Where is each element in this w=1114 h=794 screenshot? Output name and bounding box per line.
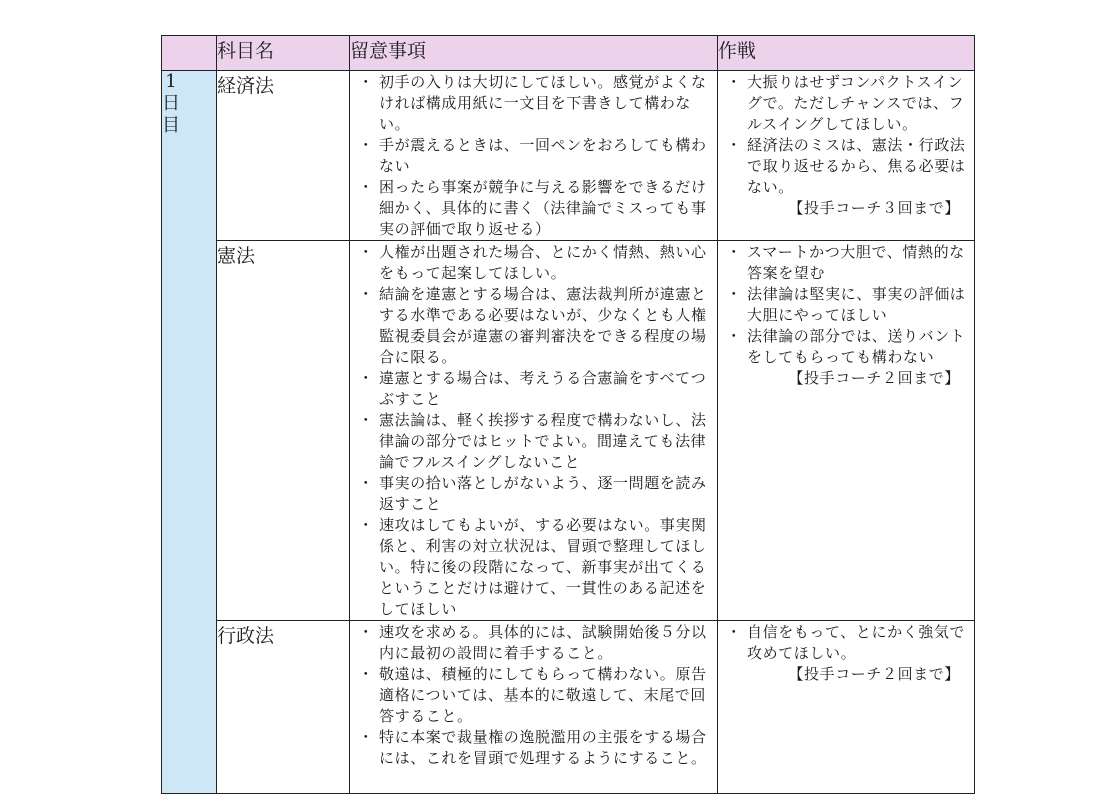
- list-item: ・ 法律論の部分では、送りバントをしてもらっても構わない: [726, 327, 966, 366]
- strategy-cell: [718, 241, 975, 621]
- strategy-text: スマートかつ大胆で、情熱的な答案を望む: [747, 243, 965, 282]
- header-row: [162, 36, 975, 71]
- list-item: ・ 大振りはせずコンパクトスイングで。ただしチャンスでは、フルスイングしてほしい。: [726, 73, 965, 133]
- day-char: 1: [165, 71, 177, 92]
- list-item: ・ 事実の拾い落としがないよう、逐一問題を読み返すこと: [358, 474, 707, 513]
- table-row: [162, 241, 975, 621]
- note-text: 事実の拾い落としがないよう、逐一問題を読み返すこと: [379, 474, 707, 513]
- note-text: 敬遠は、積極的にしてもらって構わない。原告適格については、基本的に敬遠して、末尾で回答すること。: [379, 665, 707, 725]
- list-item: ・ 人権が出題された場合、とにかく情熱、熱い心をもって起案してほしい。: [358, 243, 707, 282]
- list-item: ・ 憲法論は、軽く挨拶する程度で構わないし、法律論の部分ではヒットでよい。間違えても法律論でフルスイングしないこと: [358, 411, 707, 471]
- subject-cell: 経済法: [217, 71, 350, 241]
- notes-cell: [350, 241, 718, 621]
- table-row: [162, 621, 975, 794]
- coach-note: 【投手コーチ３回まで】: [788, 199, 960, 217]
- list-item: ・ スマートかつ大胆で、情熱的な答案を望む: [726, 243, 965, 282]
- header-strategy: 作戦: [718, 36, 975, 71]
- list-item: ・ 困ったら事案が競争に与える影響をできるだけ細かく、具体的に書く（法律論でミスっても事実の評価で取り返せる）: [358, 178, 707, 238]
- note-text: 違憲とする場合は、考えうる合憲論をすべてつぶすこと: [379, 369, 707, 408]
- note-text: 速攻はしてもよいが、する必要はない。事実関係と、利害の対立状況は、冒頭で整理してほしい。特に後の段階になって、新事実が出てくるということだけは避けて、一貫性のある記述をしてほしい: [379, 516, 707, 618]
- coach-note: 【投手コーチ２回まで】: [788, 369, 960, 387]
- note-text: 特に本案で裁量権の逸脱濫用の主張をする場合には、これを冒頭で処理するようにすること。: [379, 728, 707, 767]
- header-day-cell: [162, 36, 217, 71]
- list-item: ・ 自信をもって、とにかく強気で攻めてほしい。: [726, 623, 966, 662]
- note-text: 困ったら事案が競争に与える影響をできるだけ細かく、具体的に書く（法律論でミスっても事実の評価で取り返せる）: [379, 178, 707, 238]
- list-item: ・ 手が震えるときは、一回ペンをおろしても構わない: [358, 136, 707, 175]
- list-item: ・ 速攻を求める。具体的には、試験開始後５分以内に最初の設問に着手すること。: [358, 623, 707, 662]
- strategy-table: [161, 35, 975, 794]
- list-item: ・ 法律論は堅実に、事実の評価は大胆にやってほしい: [726, 285, 966, 324]
- note-text: 手が震えるときは、一回ペンをおろしても構わない: [379, 136, 707, 175]
- note-text: 結論を違憲とする場合は、憲法裁判所が違憲とする水準である必要はないが、少なくとも人権監視委員会が違憲の審判審決をできる程度の場合に限る。: [379, 285, 707, 366]
- day-char: 日: [162, 93, 180, 114]
- day-cell: [162, 71, 217, 794]
- day-label: [162, 71, 180, 137]
- strategy-text: 自信をもって、とにかく強気で攻めてほしい。: [747, 623, 966, 662]
- note-text: 初手の入りは大切にしてほしい。感覚がよくなければ構成用紙に一文目を下書きして構わない。: [379, 73, 707, 133]
- list-item: ・ 経済法のミスは、憲法・行政法で取り返せるから、焦る必要はない。: [726, 136, 966, 196]
- subject-cell: 憲法: [217, 241, 350, 621]
- note-text: 速攻を求める。具体的には、試験開始後５分以内に最初の設問に着手すること。: [379, 623, 707, 662]
- note-text: 憲法論は、軽く挨拶する程度で構わないし、法律論の部分ではヒットでよい。間違えても法律論でフルスイングしないこと: [379, 411, 707, 471]
- note-text: 人権が出題された場合、とにかく情熱、熱い心をもって起案してほしい。: [379, 243, 707, 282]
- list-item: ・ 特に本案で裁量権の逸脱濫用の主張をする場合には、これを冒頭で処理するようにすること。: [358, 728, 707, 767]
- strategy-text: 法律論は堅実に、事実の評価は大胆にやってほしい: [747, 285, 966, 324]
- list-item: ・ 速攻はしてもよいが、する必要はない。事実関係と、利害の対立状況は、冒頭で整理してほしい。特に後の段階になって、新事実が出てくるということだけは避けて、一貫性のある記述をしてほしい: [358, 516, 707, 618]
- list-item: ・ 初手の入りは大切にしてほしい。感覚がよくなければ構成用紙に一文目を下書きして構わない。: [358, 73, 707, 133]
- list-item: ・ 結論を違憲とする場合は、憲法裁判所が違憲とする水準である必要はないが、少なくとも人権監視委員会が違憲の審判審決をできる程度の場合に限る。: [358, 285, 707, 366]
- header-notes: 留意事項: [350, 36, 718, 71]
- day-char: 目: [162, 115, 180, 136]
- strategy-cell: [718, 621, 975, 794]
- coach-note: 【投手コーチ２回まで】: [788, 665, 960, 683]
- subject-cell: 行政法: [217, 621, 350, 794]
- strategy-text: 法律論の部分では、送りバントをしてもらっても構わない: [747, 327, 966, 366]
- notes-cell: [350, 71, 718, 241]
- list-item: ・ 敬遠は、積極的にしてもらって構わない。原告適格については、基本的に敬遠して、末尾で回答すること。: [358, 665, 707, 725]
- table-row: [162, 71, 975, 241]
- header-subject: 科目名: [217, 36, 350, 71]
- notes-cell: [350, 621, 718, 794]
- strategy-text: 大振りはせずコンパクトスイングで。ただしチャンスでは、フルスイングしてほしい。: [747, 73, 965, 133]
- strategy-text: 経済法のミスは、憲法・行政法で取り返せるから、焦る必要はない。: [747, 136, 966, 196]
- strategy-cell: [718, 71, 975, 241]
- list-item: ・ 違憲とする場合は、考えうる合憲論をすべてつぶすこと: [358, 369, 707, 408]
